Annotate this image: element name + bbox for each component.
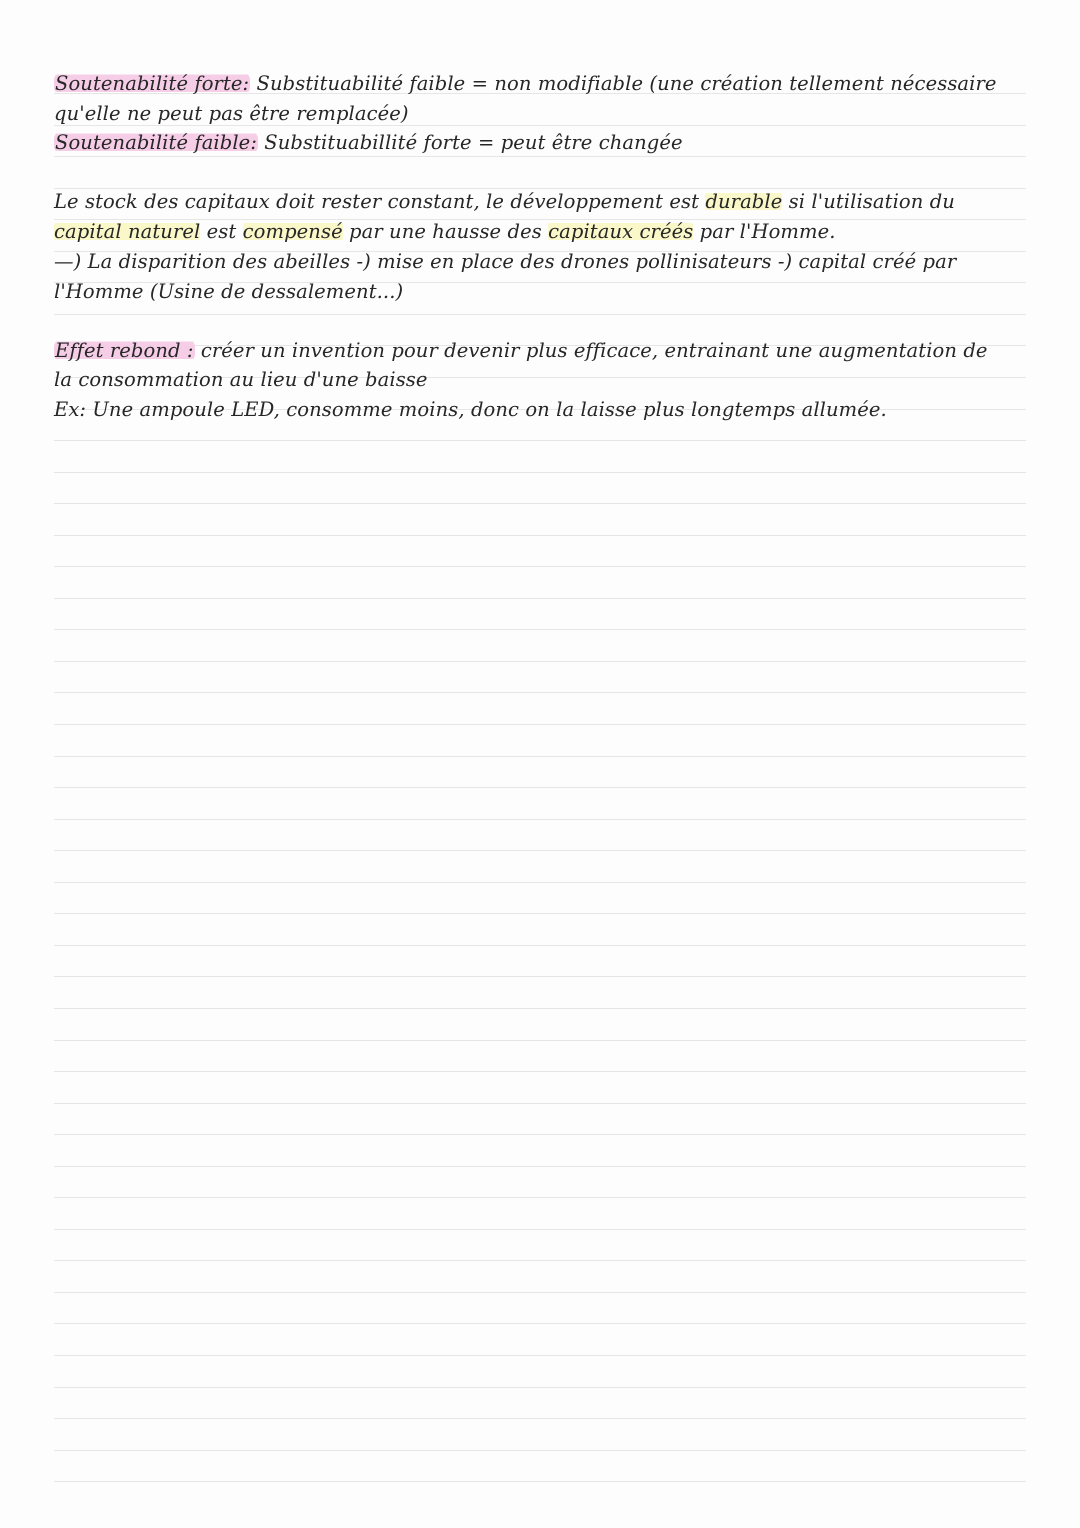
ruled-line [54,882,1026,883]
ruled-line [54,756,1026,757]
ruled-line [54,787,1026,788]
ruled-line [54,535,1026,536]
term-soutenabilite-forte: Soutenabilité forte: [55,72,250,95]
ruled-line [54,1355,1026,1356]
ruled-line [54,1481,1026,1482]
ruled-line [54,1260,1026,1261]
term-effet-rebond: Effet rebond : [55,339,194,362]
ruled-line [54,1197,1026,1198]
highlight-compense: compensé [242,220,343,243]
note-text: l'Homme (Usine de dessalement...) [54,280,404,303]
ruled-line [54,1071,1026,1072]
ruled-line [54,566,1026,567]
note-text: créer un invention pour devenir plus efficace, entrainant une augmentation de [194,339,988,362]
ruled-line [54,1292,1026,1293]
ruled-line [54,314,1026,315]
term-soutenabilite-faible: Soutenabilité faible: [55,131,257,154]
ruled-line [54,1134,1026,1135]
note-text: —) La disparition des abeilles -) mise en place des drones pollinisateurs -) capital créé par [54,250,957,273]
note-text: Substituabillité forte = peut être changée [258,131,683,154]
ruled-line [54,503,1026,504]
ruled-line [54,598,1026,599]
ruled-line [54,1166,1026,1167]
note-text: si l'utilisation du [782,190,955,213]
ruled-line [54,1450,1026,1451]
ruled-line [54,724,1026,725]
ruled-line [54,1008,1026,1009]
note-text: Le stock des capitaux doit rester constant, le développement est [54,190,706,213]
note-text: est [200,220,243,243]
ruled-line [54,661,1026,662]
ruled-line [54,913,1026,914]
ruled-line [54,1040,1026,1041]
note-text: par l'Homme. [693,220,836,243]
ruled-line [54,692,1026,693]
note-text: par une hausse des [342,220,549,243]
note-line-soutenabilite-forte [54,69,1044,99]
note-line-continuation [54,99,1044,129]
note-line-abeilles [54,247,1044,277]
ruled-line [54,1387,1026,1388]
highlight-durable: durable [705,190,783,213]
ruled-line [54,945,1026,946]
ruled-line [54,440,1026,441]
ruled-line [54,1103,1026,1104]
note-text: Ex: Une ampoule LED, consomme moins, donc on la laisse plus longtemps allumée. [54,398,887,421]
note-line-capital-naturel [54,217,1044,247]
ruled-line [54,1418,1026,1419]
note-line-stock-capitaux [54,187,1044,217]
note-line-exemple [54,395,1044,425]
ruled-line [54,850,1026,851]
note-line-soutenabilite-faible [54,128,1044,158]
note-text: Substituabilité faible = non modifiable (une création tellement nécessaire [250,72,997,95]
note-line-homme [54,277,1044,307]
note-text: qu'elle ne peut pas être remplacée) [54,102,409,125]
ruled-line [54,472,1026,473]
ruled-line [54,976,1026,977]
note-line-consommation [54,365,1044,395]
highlight-capitaux-crees: capitaux créés [548,220,694,243]
highlight-capital-naturel: capital naturel [54,220,201,243]
ruled-line [54,629,1026,630]
ruled-line [54,1229,1026,1230]
ruled-line [54,819,1026,820]
note-text: la consommation au lieu d'une baisse [54,368,428,391]
ruled-line [54,1323,1026,1324]
note-line-effet-rebond [54,336,1044,366]
